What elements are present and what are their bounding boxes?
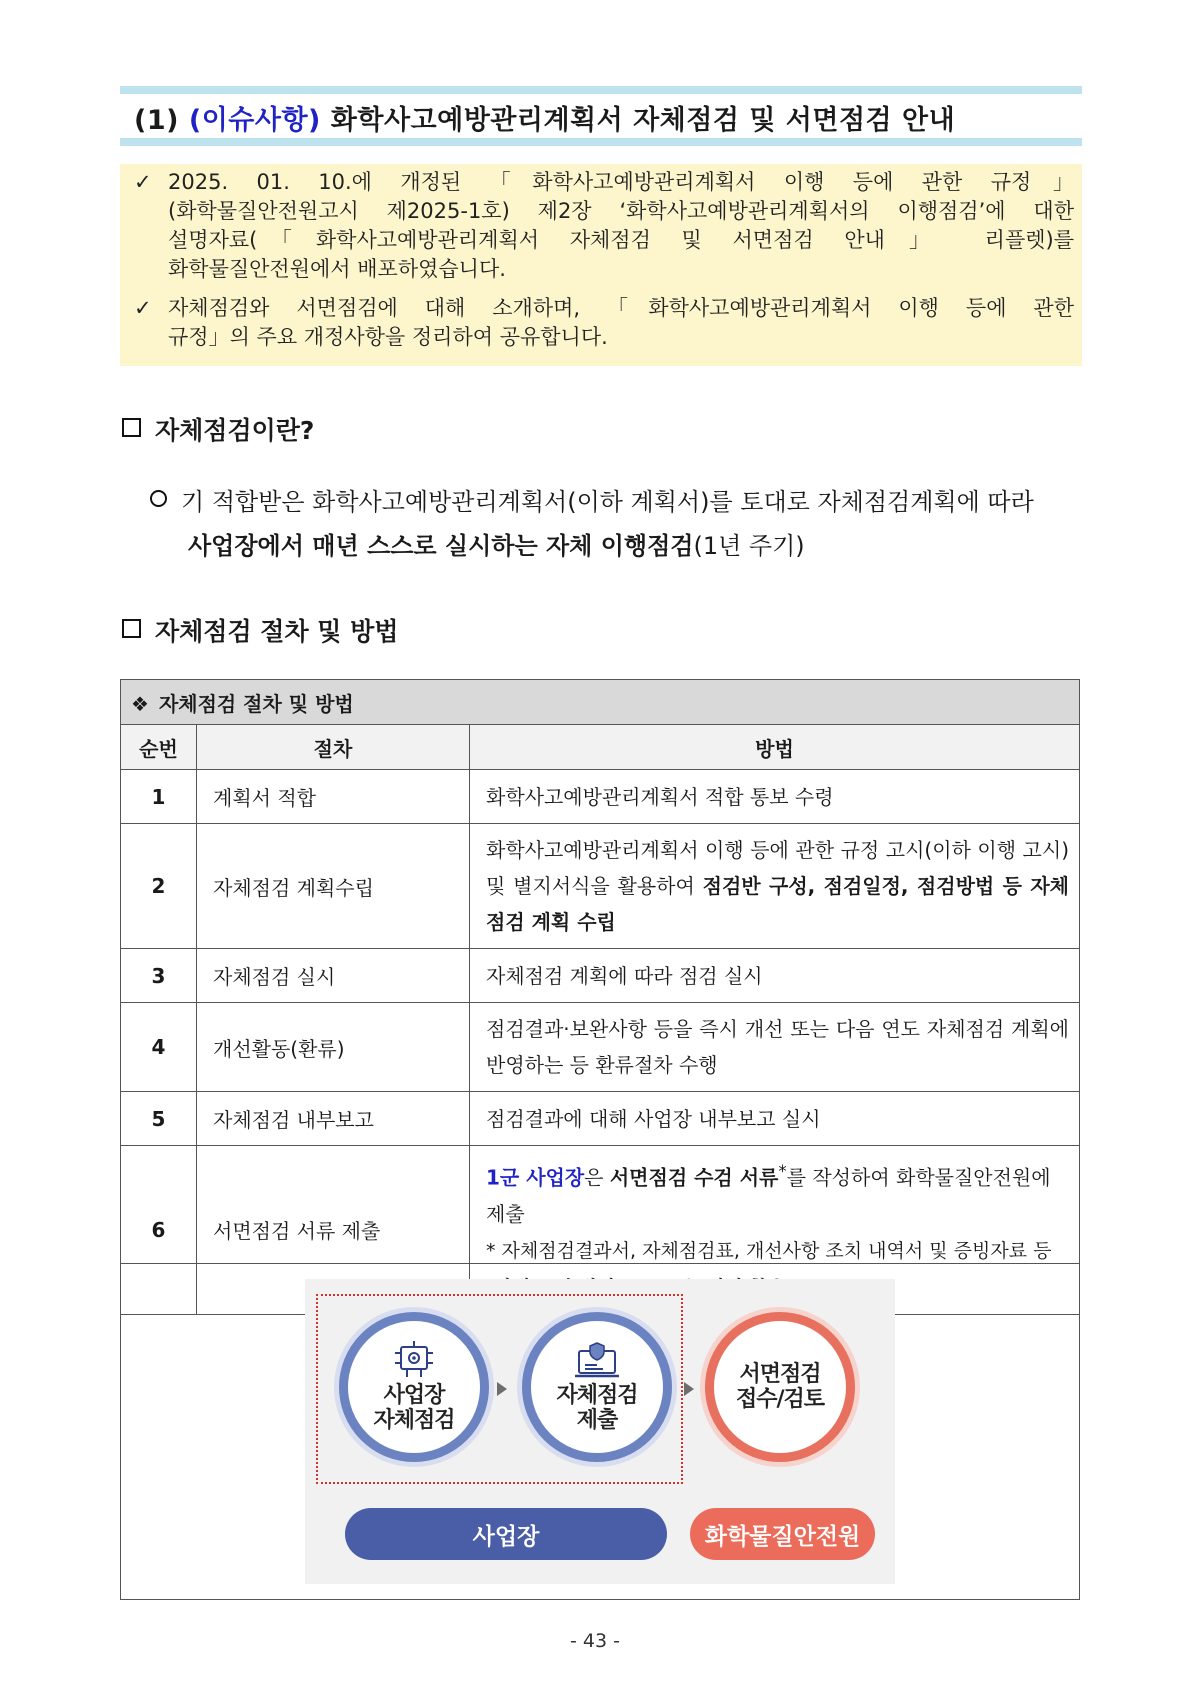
- circle-3-line-1: 서면점검: [739, 1362, 821, 1387]
- circle-2-line-1: 자체점검: [556, 1383, 638, 1408]
- row-step: 개선활동(환류): [197, 1003, 470, 1092]
- definition-tail: (1년 주기): [693, 532, 805, 560]
- row-num: 6: [121, 1146, 197, 1315]
- title-bottom-rule: [120, 138, 1082, 146]
- circle-1-line-1: 사업장: [383, 1383, 445, 1408]
- check-icon: ✓: [134, 296, 152, 320]
- title-tag: (이슈사항): [188, 105, 321, 136]
- table-row: [121, 949, 1080, 1003]
- row-num: 4: [121, 1003, 197, 1092]
- pill-site: 사업장: [345, 1508, 667, 1560]
- notice-item-1-line-4: 화학물질안전원에서 배포하였습니다.: [168, 257, 506, 281]
- section1-heading-text: 자체점검이란?: [155, 416, 315, 445]
- circuit-gear-icon: [391, 1341, 437, 1381]
- table-row: [121, 824, 1080, 949]
- procedure-table: [120, 679, 1080, 1315]
- notice-item-2-line-1: 자체점검와 서면점검에 대해 소개하며, 「화학사고예방관리계획서 이행 등에 관한: [168, 296, 1074, 320]
- circle-written-review: [705, 1312, 855, 1462]
- notice-item-2: [134, 294, 1074, 354]
- title-text: 화학사고예방관리계획서 자체점검 및 서면점검 안내: [330, 105, 956, 136]
- page-number: - 43 -: [570, 1630, 620, 1652]
- pill-agency: 화학물질안전원: [690, 1508, 875, 1560]
- title-number: (1): [134, 105, 179, 136]
- circle-site-self-inspection: [339, 1312, 489, 1462]
- title-band: [120, 86, 1082, 146]
- row-step: 자체점검 실시: [197, 949, 470, 1003]
- table-row: [121, 770, 1080, 824]
- notice-item-1-line-2: (화학물질안전원고시 제2025-1호) 제2장 ‘화학사고예방관리계획서의 이행점검’에 대한: [168, 199, 1074, 223]
- table-row: [121, 1003, 1080, 1092]
- circle-1-line-2: 자체점검: [373, 1408, 455, 1433]
- notice-item-1-line-1: 2025. 01. 10.에 개정된 「화학사고예방관리계획서 이행 등에 관한 규정」: [168, 170, 1074, 194]
- row-method-mid: 은: [584, 1165, 610, 1190]
- definition-line-1: 기 적합받은 화학사고예방관리계획서(이하 계획서)를 토대로 자체점검계획에 따라: [181, 488, 1034, 516]
- row-method: 화학사고예방관리계획서 적합 통보 수령: [470, 770, 1080, 824]
- row-method-blue: 1군 사업장: [486, 1165, 585, 1190]
- laptop-shield-icon: [573, 1341, 621, 1381]
- table-header-row: [121, 725, 1080, 770]
- check-icon: ✓: [134, 170, 152, 194]
- row-step: 서면점검 서류 제출: [197, 1146, 470, 1315]
- circle-2-line-2: 제출: [576, 1408, 618, 1433]
- row-num: 2: [121, 824, 197, 949]
- notice-box: [120, 164, 1082, 366]
- table-caption: [121, 680, 1080, 725]
- row-step: 자체점검 계획수립: [197, 824, 470, 949]
- section2-heading-text: 자체점검 절차 및 방법: [155, 617, 399, 646]
- header-method: 방법: [470, 725, 1080, 770]
- square-bullet-icon: [122, 418, 141, 437]
- circle-bullet-icon: [150, 490, 167, 507]
- notice-item-1-text: [168, 168, 1074, 284]
- section-heading-procedure: [122, 612, 398, 648]
- page-title: [134, 98, 955, 137]
- notice-item-1-line-3: 설명자료(「화학사고예방관리계획서 자체점검 및 서면점검 안내」 리플렛)를: [168, 228, 1074, 252]
- arrow-right-icon: [497, 1382, 507, 1396]
- row-method: [470, 824, 1080, 949]
- header-step: 절차: [197, 725, 470, 770]
- row-num: 1: [121, 770, 197, 824]
- circle-submit: [522, 1312, 672, 1462]
- row-method-bold: 점검반 구성, 점검일정, 점검방법 등 자체점검 계획 수립: [486, 874, 1069, 934]
- row-num: 5: [121, 1092, 197, 1146]
- row-method: 자체점검 계획에 따라 점검 실시: [470, 949, 1080, 1003]
- table-caption-row: [121, 680, 1080, 725]
- definition-bold: 사업장에서 매년 스스로 실시하는 자체 이행점검: [188, 532, 694, 560]
- diamond-bullet-icon: ❖: [131, 691, 149, 716]
- table-row: [121, 1092, 1080, 1146]
- row-num: 3: [121, 949, 197, 1003]
- notice-item-1: [134, 168, 1074, 284]
- square-bullet-icon: [122, 619, 141, 638]
- row-method-tail: 를 작성하여 화학물질안전원에 제출: [486, 1165, 1051, 1226]
- row-method-sup: *: [778, 1162, 787, 1181]
- row-method-bold: 서면점검 수검 서류: [609, 1165, 779, 1190]
- row-method-plain: 화학사고예방관리계획서 이행 등에 관한 규정 고시(이하 이행 고시) 및 별지서식을 활용하여: [486, 838, 1069, 898]
- arrow-right-icon: [684, 1382, 694, 1396]
- row-step: 계획서 적합: [197, 770, 470, 824]
- notice-item-2-text: [168, 294, 1074, 352]
- row-step: 자체점검 내부보고: [197, 1092, 470, 1146]
- definition-paragraph: [150, 480, 1085, 568]
- notice-item-2-line-2: 규정」의 주요 개정사항을 정리하여 공유합니다.: [168, 325, 608, 349]
- table-caption-text: 자체점검 절차 및 방법: [158, 691, 354, 716]
- title-top-rule: [120, 86, 1082, 94]
- header-num: 순번: [121, 725, 197, 770]
- row-method: 점검결과·보완사항 등을 즉시 개선 또는 다음 연도 자체점검 계획에 반영하는 등 환류절차 수행: [470, 1003, 1080, 1092]
- row-note: * 자체점검결과서, 자체점검표, 개선사항 조치 내역서 및 증빙자료 등: [486, 1239, 1052, 1262]
- section-heading-self-inspection: [122, 411, 314, 447]
- circle-3-line-2: 접수/검토: [735, 1387, 825, 1412]
- row-method: 점검결과에 대해 사업장 내부보고 실시: [470, 1092, 1080, 1146]
